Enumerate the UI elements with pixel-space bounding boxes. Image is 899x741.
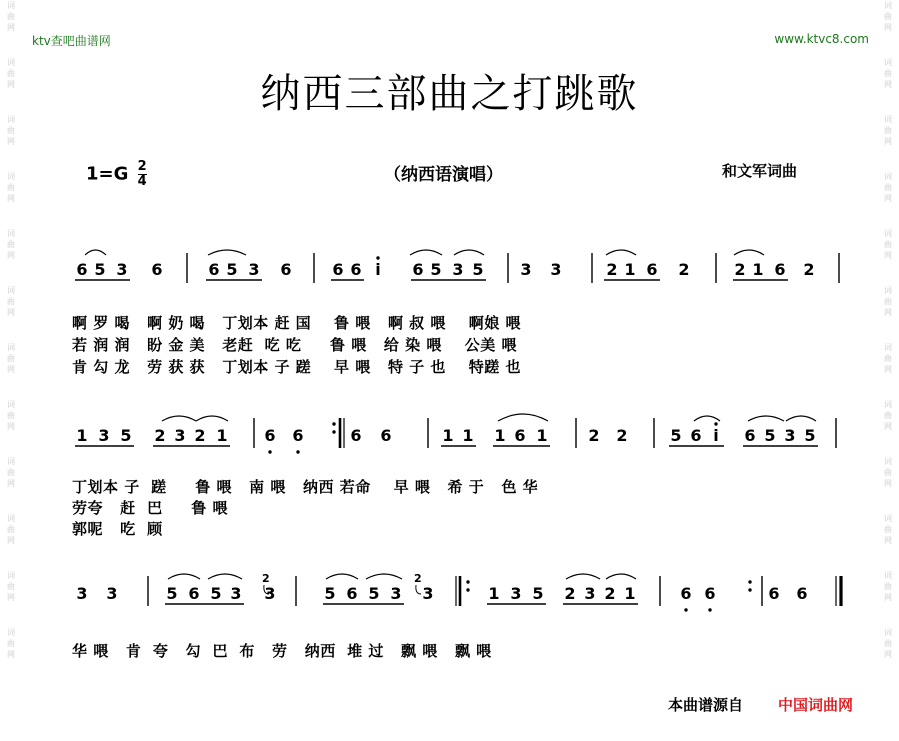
- watermark-char: 曲: [884, 468, 892, 477]
- watermark-char: 词: [884, 400, 892, 409]
- watermark-char: 词: [7, 58, 15, 67]
- slur-arc: [208, 574, 242, 579]
- slur-arc: [454, 250, 484, 255]
- watermark-char: 网: [7, 137, 15, 146]
- watermark-char: 曲: [7, 411, 15, 420]
- note-row2: 6: [380, 426, 392, 445]
- octave-dot-high: [714, 422, 717, 425]
- time-bottom: 4: [137, 174, 147, 189]
- watermark-char: 曲: [884, 525, 892, 534]
- note-row1: 6: [332, 260, 344, 279]
- note-row1: 6: [76, 260, 88, 279]
- note-row3: 5: [166, 584, 178, 603]
- watermark-char: 网: [7, 194, 15, 203]
- watermark-char: 曲: [7, 297, 15, 306]
- watermark-char: 网: [7, 650, 15, 659]
- watermark-char: 曲: [7, 525, 15, 534]
- watermark-char: 曲: [884, 69, 892, 78]
- watermark-gap: [0, 489, 22, 513]
- note-row2: 5: [804, 426, 816, 445]
- note-row2: 6: [514, 426, 526, 445]
- watermark-gap: [877, 546, 899, 570]
- watermark-char: 词: [884, 457, 892, 466]
- note-row2: 2: [616, 426, 628, 445]
- watermark-gap: [0, 204, 22, 228]
- watermark-char: 词: [7, 628, 15, 637]
- note-row3: 3: [390, 584, 402, 603]
- note-row3: 5: [532, 584, 544, 603]
- note-row3: 3: [264, 584, 276, 603]
- octave-dot-low: [684, 608, 687, 611]
- lyric-row2-verse2: 劳夸 赶 巴 鲁 喂: [72, 499, 228, 517]
- note-row2: 1: [494, 426, 506, 445]
- note-row1: 2: [678, 260, 690, 279]
- note-row2: 1: [76, 426, 88, 445]
- watermark-char: 词: [884, 514, 892, 523]
- note-row3: 6: [188, 584, 200, 603]
- watermark-char: 曲: [7, 468, 15, 477]
- watermark-char: 网: [884, 422, 892, 431]
- watermark-char: 网: [884, 308, 892, 317]
- time-top: 2: [137, 159, 147, 174]
- watermark-char: 词: [7, 400, 15, 409]
- repeat-dot: [466, 588, 469, 591]
- watermark-gap: [877, 147, 899, 171]
- watermark-gap: [0, 375, 22, 399]
- watermark-char: 网: [884, 593, 892, 602]
- note-row2: 1: [442, 426, 454, 445]
- note-row3: 5: [210, 584, 222, 603]
- note-row2: 3: [784, 426, 796, 445]
- note-row2: 3: [98, 426, 110, 445]
- watermark-char: 曲: [884, 12, 892, 21]
- watermark-char: 词: [7, 343, 15, 352]
- note-row2: 2: [194, 426, 206, 445]
- note-row2: 5: [764, 426, 776, 445]
- repeat-dot: [332, 422, 335, 425]
- watermark-gap: [877, 33, 899, 57]
- time-signature: [138, 160, 147, 189]
- note-row3: 3: [422, 584, 434, 603]
- note-row1: 5: [430, 260, 442, 279]
- note-row1: 2: [734, 260, 746, 279]
- watermark-char: 词: [7, 229, 15, 238]
- key-signature: [86, 160, 147, 189]
- note-row2: 6: [264, 426, 276, 445]
- watermark-char: 网: [884, 137, 892, 146]
- note-row3: 6: [346, 584, 358, 603]
- slur-arc: [694, 416, 720, 421]
- note-row3: 6: [704, 584, 716, 603]
- slur-arc: [208, 250, 246, 255]
- note-row1: 6: [774, 260, 786, 279]
- lyric-row1-verse2: 若 润 润 盼 金 美 老赶 吃 吃 鲁 喂 给 染 喂 公美 喂: [72, 336, 517, 354]
- note-row2: 2: [154, 426, 166, 445]
- watermark-char: 网: [884, 479, 892, 488]
- watermark-gap: [877, 204, 899, 228]
- note-row1: 6: [208, 260, 220, 279]
- watermark-char: 网: [884, 536, 892, 545]
- watermark-char: 词: [884, 286, 892, 295]
- watermark-char: 词: [884, 172, 892, 181]
- note-row2: 3: [174, 426, 186, 445]
- note-row2: 6: [744, 426, 756, 445]
- note-row1: 6: [151, 260, 163, 279]
- note-row1: 1: [752, 260, 764, 279]
- octave-dot-high: [376, 256, 379, 259]
- lyric-row1-verse3: 肯 勾 龙 劳 获 获 丁划本 子 蹉 早 喂 特 子 也 特蹉 也: [72, 358, 522, 376]
- note-row1: 6: [350, 260, 362, 279]
- grace-note: 2: [262, 572, 270, 585]
- watermark-char: 词: [884, 1, 892, 10]
- watermark-char: 曲: [7, 639, 15, 648]
- watermark-char: 网: [7, 422, 15, 431]
- watermark-char: 网: [884, 194, 892, 203]
- watermark-char: 网: [884, 365, 892, 374]
- note-row1: 6: [280, 260, 292, 279]
- watermark-char: 曲: [884, 639, 892, 648]
- repeat-dot: [332, 430, 335, 433]
- watermark-char: 词: [884, 229, 892, 238]
- watermark-char: 网: [884, 23, 892, 32]
- note-row2: 6: [292, 426, 304, 445]
- repeat-dot: [466, 580, 469, 583]
- repeat-dot: [748, 588, 751, 591]
- watermark-char: 曲: [7, 126, 15, 135]
- grace-note: 2: [414, 572, 422, 585]
- octave-dot-low: [296, 450, 299, 453]
- watermark-char: 网: [884, 650, 892, 659]
- note-row1: 6: [646, 260, 658, 279]
- slur-arc: [566, 574, 600, 579]
- watermark-char: 词: [7, 172, 15, 181]
- note-row1: 5: [472, 260, 484, 279]
- slur-arc: [734, 250, 764, 255]
- slur-arc: [748, 416, 784, 421]
- note-row1: 6: [412, 260, 424, 279]
- watermark-char: 词: [7, 286, 15, 295]
- note-row1: 2: [606, 260, 618, 279]
- slur-arc: [196, 416, 228, 421]
- watermark-char: 网: [884, 251, 892, 260]
- watermark-gap: [877, 603, 899, 627]
- note-row3: 1: [624, 584, 636, 603]
- note-row1: i: [375, 260, 381, 279]
- watermark-char: 词: [7, 457, 15, 466]
- watermark-gap: [0, 261, 22, 285]
- watermark-gap: [877, 375, 899, 399]
- repeat-dot: [748, 580, 751, 583]
- note-row2: 1: [216, 426, 228, 445]
- watermark-char: 曲: [7, 12, 15, 21]
- watermark-char: 网: [7, 23, 15, 32]
- watermark-char: 网: [7, 536, 15, 545]
- watermark-char: 网: [7, 365, 15, 374]
- note-row2: i: [713, 426, 719, 445]
- watermark-char: 词: [884, 571, 892, 580]
- watermark-gap: [877, 660, 899, 684]
- watermark-char: 曲: [884, 411, 892, 420]
- note-row1: 5: [226, 260, 238, 279]
- watermark-gap: [0, 432, 22, 456]
- watermark-char: 网: [884, 80, 892, 89]
- slur-arc: [366, 574, 402, 579]
- note-row1: 5: [94, 260, 106, 279]
- watermark-char: 曲: [884, 126, 892, 135]
- note-row3: 6: [796, 584, 808, 603]
- watermark-char: 曲: [884, 297, 892, 306]
- note-row1: 3: [520, 260, 532, 279]
- note-row1: 1: [624, 260, 636, 279]
- note-row3: 6: [680, 584, 692, 603]
- slur-arc: [410, 250, 442, 255]
- note-row2: 5: [120, 426, 132, 445]
- watermark-gap: [0, 660, 22, 684]
- watermark-gap: [877, 261, 899, 285]
- watermark-char: 网: [7, 308, 15, 317]
- watermark-char: 词: [7, 115, 15, 124]
- slur-arc: [786, 416, 816, 421]
- slur-arc: [498, 414, 548, 421]
- note-row3: 3: [230, 584, 242, 603]
- lyric-row2-verse3: 郭呢 吃 顾: [72, 520, 163, 538]
- watermark-char: 曲: [7, 69, 15, 78]
- watermark-char: 网: [7, 479, 15, 488]
- watermark-char: 曲: [7, 240, 15, 249]
- watermark-char: 词: [884, 343, 892, 352]
- watermark-char: 网: [7, 80, 15, 89]
- octave-dot-low: [708, 608, 711, 611]
- watermark-gap: [877, 489, 899, 513]
- watermark-gap: [0, 546, 22, 570]
- header-right-site: www.ktvc8.com: [774, 32, 869, 46]
- watermark-gap: [0, 318, 22, 342]
- watermark-char: 曲: [7, 354, 15, 363]
- watermark-gap: [0, 33, 22, 57]
- note-row3: 3: [510, 584, 522, 603]
- slur-arc: [168, 574, 200, 579]
- note-row3: 3: [106, 584, 118, 603]
- watermark-char: 词: [884, 628, 892, 637]
- note-row3: 5: [368, 584, 380, 603]
- note-row3: 2: [564, 584, 576, 603]
- slur-arc: [606, 250, 636, 255]
- song-title: 纳西三部曲之打跳歌: [260, 71, 639, 117]
- note-row3: 5: [324, 584, 336, 603]
- note-row2: 6: [690, 426, 702, 445]
- watermark-char: 词: [7, 571, 15, 580]
- note-row1: 2: [803, 260, 815, 279]
- watermark-char: 网: [7, 593, 15, 602]
- watermark-char: 曲: [884, 183, 892, 192]
- note-row3: 2: [604, 584, 616, 603]
- watermark-char: 词: [884, 115, 892, 124]
- note-row2: 1: [462, 426, 474, 445]
- watermark-gap: [877, 432, 899, 456]
- grace-slur: [264, 585, 269, 594]
- key-label: 1=G: [86, 163, 129, 185]
- song-credit: 和文军词曲: [722, 162, 798, 180]
- note-row1: 3: [452, 260, 464, 279]
- lyric-row1-verse1: 啊 罗 喝 啊 奶 喝 丁划本 赶 国 鲁 喂 啊 叔 喂 啊娘 喂: [72, 314, 522, 332]
- note-row2: 1: [536, 426, 548, 445]
- watermark-gap: [877, 318, 899, 342]
- slur-arc: [326, 574, 358, 579]
- watermark-char: 曲: [884, 582, 892, 591]
- watermark-char: 曲: [7, 183, 15, 192]
- slur-arc: [606, 574, 636, 579]
- slur-arc: [162, 416, 196, 421]
- watermark-gap: [0, 603, 22, 627]
- note-row1: 3: [116, 260, 128, 279]
- source-link[interactable]: 中国词曲网: [778, 696, 854, 714]
- slur-arc: [85, 250, 106, 255]
- note-row1: 3: [248, 260, 260, 279]
- note-row3: 3: [584, 584, 596, 603]
- watermark-char: 网: [7, 251, 15, 260]
- source-label: 本曲谱源自: [668, 696, 744, 714]
- note-row1: 3: [550, 260, 562, 279]
- note-row2: 5: [670, 426, 682, 445]
- song-subtitle: （纳西语演唱）: [384, 165, 503, 185]
- watermark-char: 词: [7, 514, 15, 523]
- octave-dot-low: [268, 450, 271, 453]
- watermark-char: 词: [884, 58, 892, 67]
- note-row2: 6: [350, 426, 362, 445]
- grace-slur: [416, 585, 421, 594]
- note-row3: 3: [76, 584, 88, 603]
- watermark-char: 词: [7, 1, 15, 10]
- watermark-char: 曲: [7, 582, 15, 591]
- watermark-gap: [0, 147, 22, 171]
- lyric-row3-verse1: 华 喂 肯 夸 勾 巴 布 劳 纳西 堆 过 飘 喂 飘 喂: [72, 642, 492, 660]
- watermark-char: 曲: [884, 354, 892, 363]
- note-row3: 1: [488, 584, 500, 603]
- watermark-char: 曲: [884, 240, 892, 249]
- lyric-row2-verse1: 丁划本 子 蹉 鲁 喂 南 喂 纳西 若命 早 喂 希 于 色 华: [72, 478, 539, 496]
- note-row2: 2: [588, 426, 600, 445]
- note-row3: 6: [768, 584, 780, 603]
- header-left-site: ktv查吧曲谱网: [32, 34, 111, 48]
